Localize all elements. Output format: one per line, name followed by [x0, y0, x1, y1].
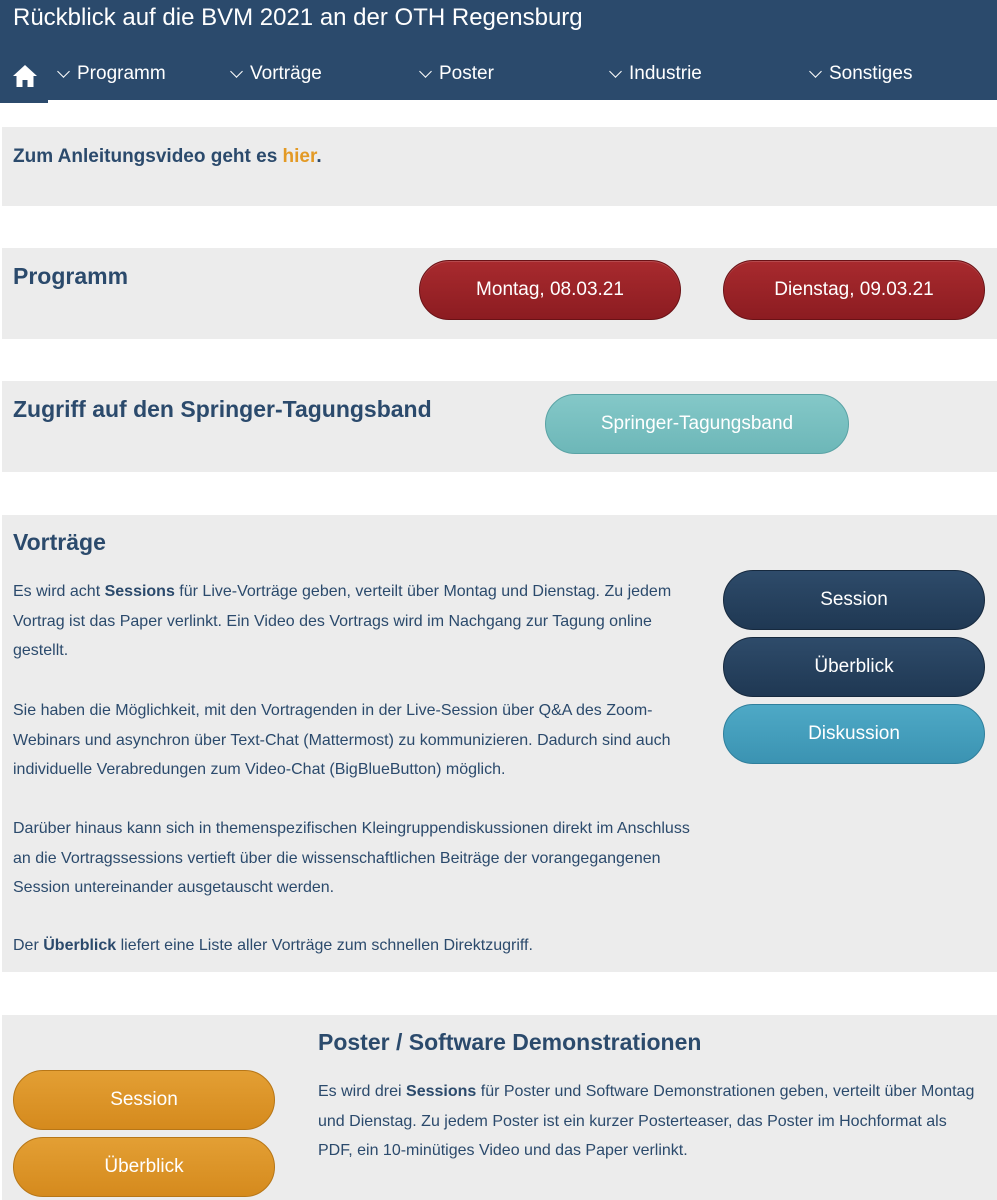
poster-session-button[interactable]: Session	[13, 1070, 275, 1130]
nav-home-button[interactable]	[2, 50, 48, 102]
site-title: Rückblick auf die BVM 2021 an der OTH Regensburg	[13, 4, 583, 31]
vortraege-session-button[interactable]: Session	[723, 570, 985, 630]
text-span: Der	[13, 937, 44, 954]
nav-item-label: Poster	[439, 63, 494, 84]
chevron-down-icon	[419, 65, 432, 78]
poster-heading: Poster / Software Demonstrationen	[318, 1029, 702, 1055]
nav-item-poster[interactable]	[421, 60, 494, 88]
home-icon	[12, 64, 38, 88]
poster-paragraph-1	[318, 1077, 978, 1166]
poster-overview-button[interactable]: Überblick	[13, 1137, 275, 1197]
vortraege-paragraph-1	[13, 577, 693, 666]
intro-text	[13, 146, 322, 168]
sessions-emphasis: Sessions	[406, 1083, 477, 1100]
programm-panel	[2, 248, 997, 339]
ueberblick-emphasis: Überblick	[43, 937, 117, 954]
text-span: für Poster und Software Demonstrationen geben, verteilt über Montag und Dienstag. Zu jedem Poster ist ein kurzer Posterteaser, das Poster im Hochformat als PDF, ein 10-minütiges Video und das Paper verlinkt.	[318, 1083, 975, 1159]
springer-proceedings-button[interactable]: Springer-Tagungsband	[545, 394, 849, 454]
text-span: für Live-Vorträge geben, verteilt über Montag und Dienstag. Zu jedem Vortrag ist das Paper verlinkt. Ein Video des Vortrags wird im Nachgang zur Tagung online gestellt.	[13, 583, 672, 659]
text-span: Es wird acht	[13, 583, 105, 600]
vortraege-paragraph-4	[13, 931, 693, 961]
chevron-down-icon	[609, 65, 622, 78]
poster-panel	[2, 1015, 997, 1200]
vortraege-paragraph-3: Darüber hinaus kann sich in themenspezifischen Kleingruppendiskussionen direkt im Anschluss an die Vortragssessions vertieft über die wissenschaftlichen Beiträge der vorangegangenen Session untereinander ausgetauscht werden.	[13, 820, 690, 896]
vortraege-paragraph-2: Sie haben die Möglichkeit, mit den Vortragenden in der Live-Session über Q&A des Zoom-Webinars und asynchron über Text-Chat (Mattermost) zu kommunizieren. Dadurch sind auch individuelle Verabredungen zum Video-Chat (BigBlueButton) möglich.	[13, 702, 671, 778]
nav-item-label: Sonstiges	[829, 63, 913, 84]
nav-item-label: Programm	[77, 63, 166, 84]
nav-item-label: Industrie	[629, 63, 702, 84]
springer-heading: Zugriff auf den Springer-Tagungsband	[13, 396, 432, 422]
intro-suffix: .	[316, 146, 322, 167]
text-span: liefert eine Liste aller Vorträge zum schnellen Direktzugriff.	[116, 937, 533, 954]
vortraege-panel	[2, 515, 997, 972]
chevron-down-icon	[230, 65, 243, 78]
nav-item-sonstiges[interactable]	[811, 60, 912, 88]
chevron-down-icon	[809, 65, 822, 78]
nav-item-vortraege[interactable]	[232, 60, 322, 88]
tutorial-video-link[interactable]: hier	[282, 146, 317, 167]
programm-heading: Programm	[13, 263, 129, 289]
sessions-emphasis: Sessions	[104, 583, 175, 600]
monday-button[interactable]: Montag, 08.03.21	[419, 260, 681, 320]
chevron-down-icon	[57, 65, 70, 78]
vortraege-discussion-button[interactable]: Diskussion	[723, 704, 985, 764]
site-header	[0, 0, 997, 103]
text-span: Es wird drei	[318, 1083, 407, 1100]
springer-panel	[2, 381, 997, 472]
nav-item-label: Vorträge	[250, 63, 322, 84]
intro-panel	[2, 127, 997, 206]
nav-item-programm[interactable]	[59, 60, 166, 88]
nav-underline	[48, 100, 997, 103]
vortraege-heading: Vorträge	[13, 529, 106, 555]
tuesday-button[interactable]: Dienstag, 09.03.21	[723, 260, 985, 320]
vortraege-overview-button[interactable]: Überblick	[723, 637, 985, 697]
intro-prefix: Zum Anleitungsvideo geht es	[13, 146, 283, 167]
nav-item-industrie[interactable]	[611, 60, 702, 88]
